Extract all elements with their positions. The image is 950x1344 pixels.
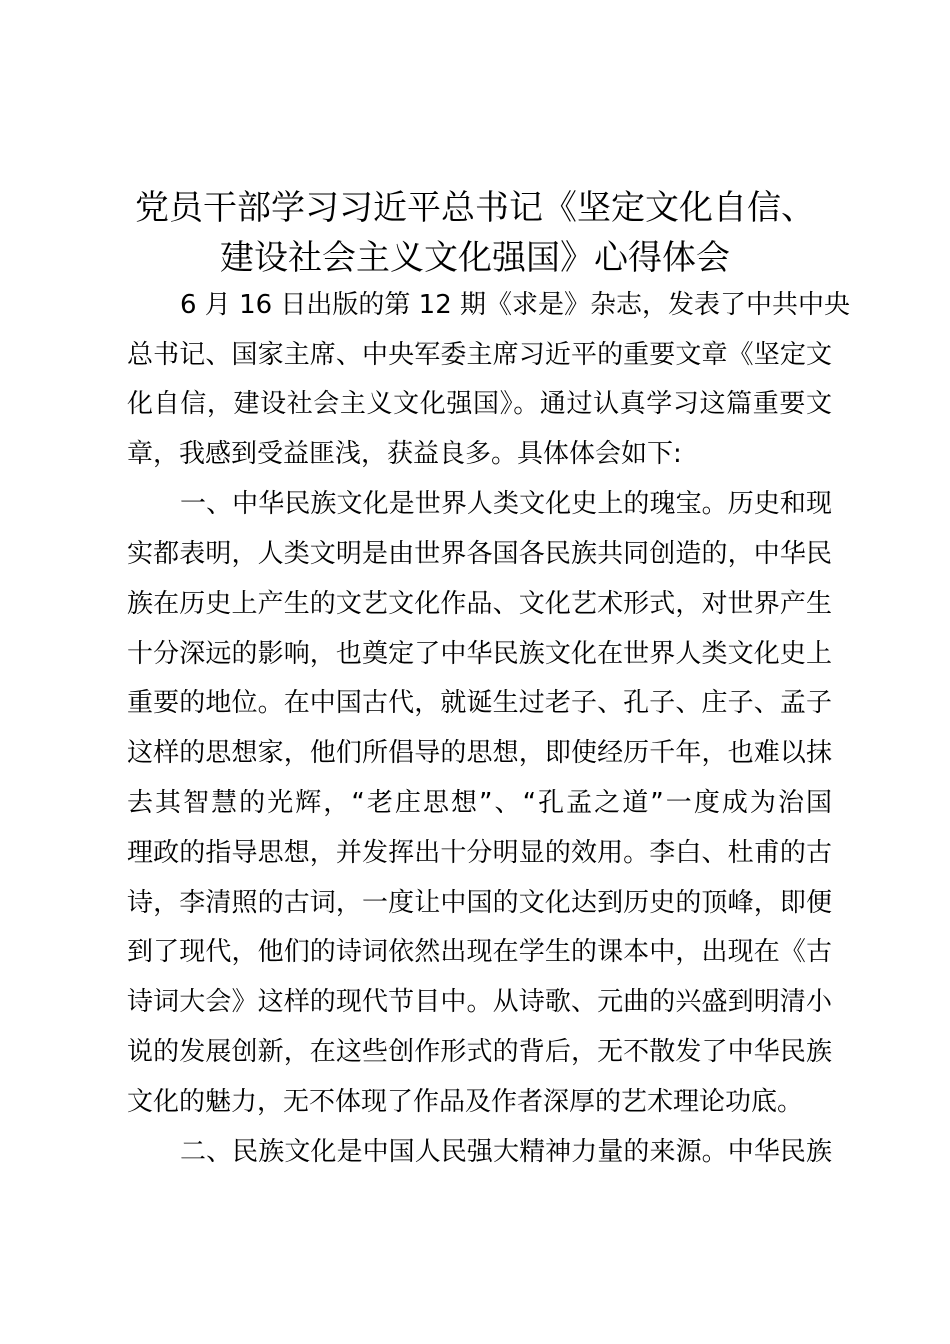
document-title-line-2: 建设社会主义文化强国》心得体会 — [220, 238, 730, 278]
paragraph-1-line-3: 化自信，建设社会主义文化强国》。通过认真学习这篇重要文 — [127, 389, 832, 419]
paragraph-1-line-1: 6 月 16 日出版的第 12 期《求是》杂志，发表了中共中央 — [180, 290, 851, 320]
document-title-line-1: 党员干部学习习近平总书记《坚定文化自信、 — [135, 188, 815, 228]
paragraph-2-line-6: 这样的思想家，他们所倡导的思想，即使经历千年，也难以抹 — [127, 738, 832, 768]
paragraph-1-line-4: 章，我感到受益匪浅，获益良多。具体体会如下: — [127, 439, 682, 469]
paragraph-2-line-2: 实都表明，人类文明是由世界各国各民族共同创造的，中华民 — [127, 539, 832, 569]
paragraph-2-line-4: 十分深远的影响，也奠定了中华民族文化在世界人类文化史上 — [127, 639, 832, 669]
paragraph-2-line-13: 文化的魅力，无不体现了作品及作者深厚的艺术理论功底。 — [127, 1087, 804, 1117]
paragraph-2-line-10: 到了现代，他们的诗词依然出现在学生的课本中，出现在《古 — [127, 937, 832, 967]
paragraph-2-line-11: 诗词大会》这样的现代节目中。从诗歌、元曲的兴盛到明清小 — [127, 987, 832, 1017]
paragraph-2-line-3: 族在历史上产生的文艺文化作品、文化艺术形式，对世界产生 — [127, 589, 832, 619]
paragraph-1-line-2: 总书记、国家主席、中央军委主席习近平的重要文章《坚定文 — [127, 340, 832, 370]
paragraph-2-line-12: 说的发展创新，在这些创作形式的背后，无不散发了中华民族 — [127, 1037, 832, 1067]
paragraph-2-line-7: 去其智慧的光辉，“老庄思想”、“孔孟之道”一度成为治国 — [127, 788, 832, 818]
paragraph-2-line-9: 诗，李清照的古词，一度让中国的文化达到历史的顶峰，即便 — [127, 888, 832, 918]
paragraph-2-line-1: 一、中华民族文化是世界人类文化史上的瑰宝。历史和现 — [180, 489, 832, 519]
paragraph-3-line-1: 二、民族文化是中国人民强大精神力量的来源。中华民族 — [180, 1137, 832, 1167]
paragraph-2-line-5: 重要的地位。在中国古代，就诞生过老子、孔子、庄子、孟子 — [127, 688, 832, 718]
paragraph-2-line-8: 理政的指导思想，并发挥出十分明显的效用。李白、杜甫的古 — [127, 838, 832, 868]
